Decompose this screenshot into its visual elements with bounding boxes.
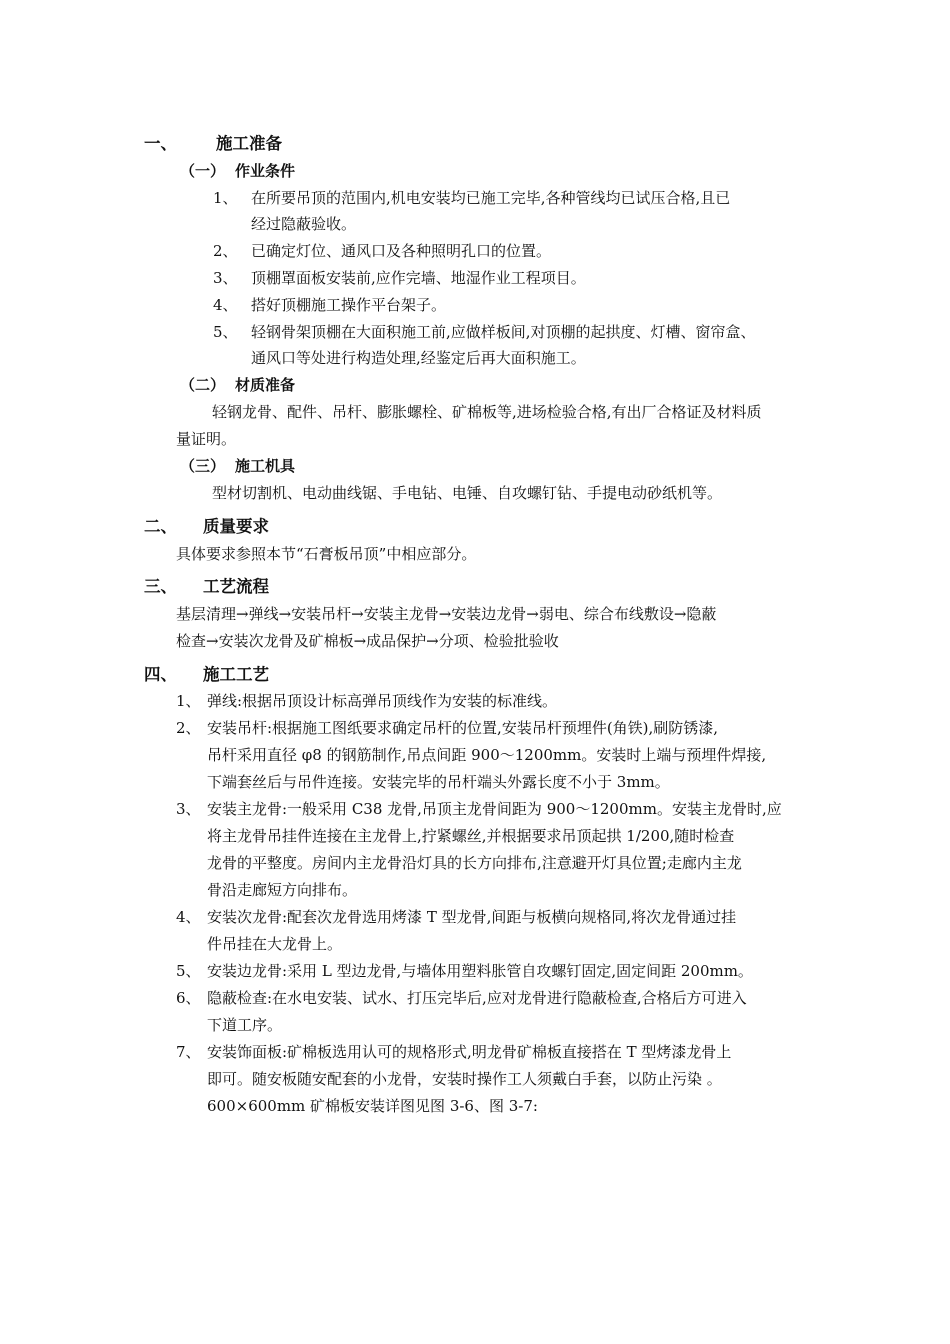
section-1-title: 施工准备	[216, 134, 282, 153]
list-item-number: 1、	[213, 189, 238, 207]
list-item-number: 5、	[176, 962, 201, 980]
paragraph-line: 检查→安装次龙骨及矿棉板→成品保护→分项、检验批验收	[176, 632, 559, 650]
list-item-text: 安装吊杆:根据施工图纸要求确定吊杆的位置,安装吊杆预埋件(角铁),刷防锈漆,	[207, 719, 719, 737]
list-item-text: 安装主龙骨:一般采用 C38 龙骨,吊顶主龙骨间距为 900～1200mm。安装主龙骨时,应	[207, 800, 782, 818]
list-item-text: 轻钢骨架顶棚在大面积施工前,应做样板间,对顶棚的起拱度、灯槽、窗帘盒、	[251, 323, 756, 341]
list-item-text: 龙骨的平整度。房间内主龙骨沿灯具的长方向排布,注意避开灯具位置;走廊内主龙	[207, 854, 742, 872]
list-item-text: 600×600mm 矿棉板安装详图见图 3-6、图 3-7:	[207, 1097, 538, 1115]
list-item-text: 通风口等处进行构造处理,经鉴定后再大面积施工。	[251, 349, 586, 367]
list-item-text: 吊杆采用直径 φ8 的钢筋制作,吊点间距 900～1200mm。安装时上端与预埋件焊接,	[207, 746, 767, 764]
list-item-number: 4、	[176, 908, 201, 926]
subsection-3-number: （三）	[180, 457, 226, 475]
section-4-number: 四、	[144, 665, 177, 684]
list-item-text: 下端套丝后与吊件连接。安装完毕的吊杆端头外露长度不小于 3mm。	[207, 773, 670, 791]
list-item-text: 将主龙骨吊挂件连接在主龙骨上,拧紧螺丝,并根据要求吊顶起拱 1/200,随时检查	[207, 827, 735, 845]
list-item-text: 在所要吊顶的范围内,机电安装均已施工完毕,各种管线均已试压合格,且已	[251, 189, 731, 207]
subsection-3-title: 施工机具	[235, 457, 296, 475]
section-4-title: 施工工艺	[203, 665, 269, 684]
section-2-number: 二、	[144, 517, 177, 536]
subsection-1-number: （一）	[180, 162, 226, 180]
paragraph-line: 具体要求参照本节“石膏板吊顶”中相应部分。	[176, 545, 477, 563]
list-item-text: 骨沿走廊短方向排布。	[207, 881, 358, 899]
list-item-text: 隐蔽检查:在水电安装、试水、打压完毕后,应对龙骨进行隐蔽检查,合格后方可进入	[207, 989, 747, 1007]
list-item-number: 5、	[213, 323, 238, 341]
list-item-number: 6、	[176, 989, 201, 1007]
list-item-text: 弹线:根据吊顶设计标高弹吊顶线作为安装的标准线。	[207, 692, 558, 710]
section-3-title: 工艺流程	[203, 577, 269, 596]
list-item-number: 3、	[213, 269, 238, 287]
list-item-text: 件吊挂在大龙骨上。	[207, 935, 343, 953]
section-2-title: 质量要求	[203, 517, 269, 536]
list-item-number: 2、	[176, 719, 201, 737]
paragraph-line: 型材切割机、电动曲线锯、手电钻、电锤、自攻螺钉钻、手提电动砂纸机等。	[212, 484, 723, 502]
list-item-text: 安装饰面板:矿棉板选用认可的规格形式,明龙骨矿棉板直接搭在 T 型烤漆龙骨上	[207, 1043, 732, 1061]
list-item-text: 经过隐蔽验收。	[251, 215, 357, 233]
list-item-text: 已确定灯位、通风口及各种照明孔口的位置。	[251, 242, 552, 260]
section-1-number: 一、	[144, 134, 177, 153]
list-item-text: 顶棚罩面板安装前,应作完墙、地湿作业工程项目。	[251, 269, 586, 287]
list-item-text: 下道工序。	[207, 1016, 283, 1034]
list-item-number: 3、	[176, 800, 201, 818]
list-item-text: 搭好顶棚施工操作平台架子。	[251, 296, 447, 314]
list-item-number: 2、	[213, 242, 238, 260]
paragraph-line: 轻钢龙骨、配件、吊杆、膨胀螺栓、矿棉板等,进场检验合格,有出厂合格证及材料质	[212, 403, 762, 421]
subsection-1-title: 作业条件	[235, 162, 296, 180]
paragraph-line: 量证明。	[176, 430, 237, 448]
list-item-text: 安装边龙骨:采用 L 型边龙骨,与墙体用塑料胀管自攻螺钉固定,固定间距 200mm。	[207, 962, 753, 980]
list-item-text: 安装次龙骨:配套次龙骨选用烤漆 T 型龙骨,间距与板横向规格同,将次龙骨通过挂	[207, 908, 737, 926]
list-item-text: 即可。随安板随安配套的小龙骨，安装时操作工人须戴白手套，以防止污染 。	[207, 1070, 722, 1088]
subsection-2-title: 材质准备	[235, 376, 296, 394]
list-item-number: 1、	[176, 692, 201, 710]
section-3-number: 三、	[144, 577, 177, 596]
paragraph-line: 基层清理→弹线→安装吊杆→安装主龙骨→安装边龙骨→弱电、综合布线敷设→隐蔽	[176, 605, 717, 623]
subsection-2-number: （二）	[180, 376, 226, 394]
list-item-number: 4、	[213, 296, 238, 314]
list-item-number: 7、	[176, 1043, 201, 1061]
